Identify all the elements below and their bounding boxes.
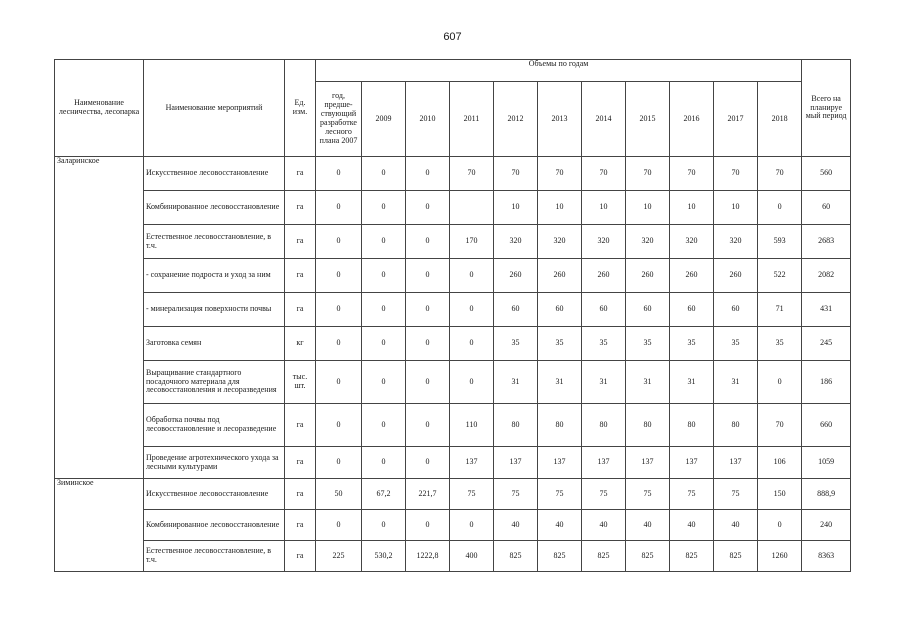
value-cell: 60 xyxy=(494,293,538,327)
value-cell: 75 xyxy=(494,479,538,510)
value-cell: 1222,8 xyxy=(406,541,450,572)
header-year: 2010 xyxy=(406,82,450,157)
value-cell: 825 xyxy=(494,541,538,572)
header-year: 2014 xyxy=(582,82,626,157)
header-year: 2017 xyxy=(714,82,758,157)
total-value-cell: 1059 xyxy=(802,447,851,479)
value-cell: 0 xyxy=(316,225,362,259)
forestry-name-cell: Зиминское xyxy=(55,479,144,572)
value-cell: 150 xyxy=(758,479,802,510)
value-cell: 137 xyxy=(670,447,714,479)
value-cell: 0 xyxy=(406,404,450,447)
total-value-cell: 888,9 xyxy=(802,479,851,510)
value-cell: 106 xyxy=(758,447,802,479)
value-cell: 0 xyxy=(406,361,450,404)
value-cell: 0 xyxy=(406,157,450,191)
activity-cell: Комбинированное лесовосстановление xyxy=(144,510,285,541)
value-cell: 70 xyxy=(714,157,758,191)
value-cell: 137 xyxy=(626,447,670,479)
total-value-cell: 560 xyxy=(802,157,851,191)
value-cell: 70 xyxy=(670,157,714,191)
value-cell: 0 xyxy=(362,191,406,225)
table-row xyxy=(55,293,851,327)
header-unit: Ед. изм. xyxy=(285,60,316,157)
activity-cell: Искусственное лесовосстановление xyxy=(144,479,285,510)
value-cell: 825 xyxy=(714,541,758,572)
value-cell: 0 xyxy=(406,510,450,541)
total-value-cell: 2683 xyxy=(802,225,851,259)
total-value-cell: 2082 xyxy=(802,259,851,293)
total-value-cell: 240 xyxy=(802,510,851,541)
value-cell: 0 xyxy=(362,327,406,361)
activity-cell: Обработка почвы под лесовосстановление и лесоразведение xyxy=(144,404,285,447)
value-cell: 0 xyxy=(406,225,450,259)
header-year: 2015 xyxy=(626,82,670,157)
table-body xyxy=(55,157,851,572)
value-cell: 0 xyxy=(362,293,406,327)
unit-cell: га xyxy=(285,510,316,541)
table-row xyxy=(55,479,851,510)
activity-cell: Проведение агротехнического ухода за лесными культурами xyxy=(144,447,285,479)
value-cell: 60 xyxy=(582,293,626,327)
forest-restoration-table xyxy=(54,59,851,572)
value-cell: 31 xyxy=(538,361,582,404)
total-value-cell: 245 xyxy=(802,327,851,361)
value-cell: 35 xyxy=(538,327,582,361)
header-year: 2012 xyxy=(494,82,538,157)
value-cell: 67,2 xyxy=(362,479,406,510)
table-row xyxy=(55,259,851,293)
value-cell: 0 xyxy=(758,361,802,404)
value-cell: 825 xyxy=(582,541,626,572)
value-cell: 40 xyxy=(494,510,538,541)
value-cell: 60 xyxy=(714,293,758,327)
unit-cell: га xyxy=(285,225,316,259)
value-cell: 75 xyxy=(450,479,494,510)
activity-cell: Естественное лесовосстановление, в т.ч. xyxy=(144,225,285,259)
value-cell: 0 xyxy=(406,327,450,361)
table-row xyxy=(55,510,851,541)
value-cell: 80 xyxy=(714,404,758,447)
header-year: 2011 xyxy=(450,82,494,157)
total-value-cell: 660 xyxy=(802,404,851,447)
unit-cell: га xyxy=(285,259,316,293)
value-cell: 40 xyxy=(714,510,758,541)
forestry-name-cell: Заларинское xyxy=(55,157,144,479)
value-cell: 70 xyxy=(582,157,626,191)
value-cell: 40 xyxy=(582,510,626,541)
value-cell: 71 xyxy=(758,293,802,327)
value-cell: 35 xyxy=(714,327,758,361)
value-cell: 137 xyxy=(494,447,538,479)
activity-cell: Естественное лесовосстановление, в т.ч. xyxy=(144,541,285,572)
value-cell: 522 xyxy=(758,259,802,293)
activity-cell: Заготовка семян xyxy=(144,327,285,361)
value-cell: 1260 xyxy=(758,541,802,572)
value-cell: 0 xyxy=(362,404,406,447)
value-cell: 0 xyxy=(406,447,450,479)
value-cell: 70 xyxy=(758,404,802,447)
value-cell: 31 xyxy=(626,361,670,404)
value-cell: 0 xyxy=(362,361,406,404)
value-cell: 80 xyxy=(670,404,714,447)
value-cell: 31 xyxy=(670,361,714,404)
value-cell: 80 xyxy=(582,404,626,447)
value-cell: 0 xyxy=(362,510,406,541)
unit-cell: га xyxy=(285,479,316,510)
value-cell: 825 xyxy=(626,541,670,572)
value-cell: 0 xyxy=(316,447,362,479)
value-cell: 0 xyxy=(406,191,450,225)
unit-cell: кг xyxy=(285,327,316,361)
value-cell: 0 xyxy=(450,259,494,293)
activity-cell: - сохранение подроста и уход за ним xyxy=(144,259,285,293)
value-cell: 137 xyxy=(538,447,582,479)
table-row xyxy=(55,225,851,259)
value-cell: 530,2 xyxy=(362,541,406,572)
value-cell: 75 xyxy=(714,479,758,510)
value-cell: 80 xyxy=(538,404,582,447)
value-cell: 70 xyxy=(538,157,582,191)
value-cell: 40 xyxy=(538,510,582,541)
value-cell: 825 xyxy=(538,541,582,572)
value-cell: 0 xyxy=(406,259,450,293)
value-cell: 110 xyxy=(450,404,494,447)
total-value-cell: 186 xyxy=(802,361,851,404)
unit-cell: га xyxy=(285,157,316,191)
value-cell: 400 xyxy=(450,541,494,572)
value-cell: 320 xyxy=(494,225,538,259)
value-cell: 75 xyxy=(582,479,626,510)
value-cell: 70 xyxy=(626,157,670,191)
value-cell: 221,7 xyxy=(406,479,450,510)
value-cell: 260 xyxy=(626,259,670,293)
value-cell: 260 xyxy=(714,259,758,293)
value-cell: 0 xyxy=(316,157,362,191)
total-value-cell: 8363 xyxy=(802,541,851,572)
value-cell: 260 xyxy=(582,259,626,293)
value-cell: 60 xyxy=(538,293,582,327)
activity-cell: Комбинированное лесовосстановление xyxy=(144,191,285,225)
table-row xyxy=(55,541,851,572)
value-cell: 0 xyxy=(316,361,362,404)
header-prev-year: год, предше-ствующий разработке лесного плана 2007 xyxy=(316,82,362,157)
table-row xyxy=(55,447,851,479)
value-cell: 35 xyxy=(758,327,802,361)
table-row xyxy=(55,327,851,361)
value-cell: 75 xyxy=(670,479,714,510)
table-row xyxy=(55,404,851,447)
value-cell: 10 xyxy=(670,191,714,225)
value-cell: 31 xyxy=(494,361,538,404)
header-year: 2009 xyxy=(362,82,406,157)
value-cell: 260 xyxy=(494,259,538,293)
value-cell: 260 xyxy=(670,259,714,293)
total-value-cell: 60 xyxy=(802,191,851,225)
value-cell: 0 xyxy=(362,259,406,293)
value-cell: 70 xyxy=(494,157,538,191)
value-cell: 35 xyxy=(670,327,714,361)
page-number: 607 xyxy=(443,31,462,43)
value-cell: 80 xyxy=(626,404,670,447)
value-cell: 35 xyxy=(582,327,626,361)
value-cell: 170 xyxy=(450,225,494,259)
value-cell: 0 xyxy=(316,293,362,327)
value-cell: 70 xyxy=(758,157,802,191)
header-year: 2016 xyxy=(670,82,714,157)
value-cell: 31 xyxy=(714,361,758,404)
value-cell: 75 xyxy=(626,479,670,510)
value-cell: 60 xyxy=(670,293,714,327)
value-cell: 0 xyxy=(758,191,802,225)
value-cell: 0 xyxy=(406,293,450,327)
unit-cell: тыс. шт. xyxy=(285,361,316,404)
value-cell: 0 xyxy=(362,157,406,191)
value-cell: 10 xyxy=(538,191,582,225)
value-cell: 40 xyxy=(670,510,714,541)
value-cell: 0 xyxy=(362,447,406,479)
header-volumes-by-year: Объемы по годам xyxy=(316,60,802,82)
header-year: 2018 xyxy=(758,82,802,157)
table-row xyxy=(55,361,851,404)
unit-cell: га xyxy=(285,541,316,572)
unit-cell: га xyxy=(285,293,316,327)
value-cell: 0 xyxy=(450,327,494,361)
value-cell: 10 xyxy=(494,191,538,225)
header-forestry: Наименование лесничества, лесопарка xyxy=(55,60,144,157)
value-cell: 320 xyxy=(670,225,714,259)
value-cell: 0 xyxy=(450,510,494,541)
value-cell: 35 xyxy=(626,327,670,361)
value-cell: 825 xyxy=(670,541,714,572)
header-year: 2013 xyxy=(538,82,582,157)
value-cell: 10 xyxy=(714,191,758,225)
value-cell: 593 xyxy=(758,225,802,259)
unit-cell: га xyxy=(285,404,316,447)
value-cell xyxy=(450,191,494,225)
value-cell: 0 xyxy=(316,404,362,447)
value-cell: 0 xyxy=(316,191,362,225)
unit-cell: га xyxy=(285,191,316,225)
value-cell: 320 xyxy=(626,225,670,259)
value-cell: 260 xyxy=(538,259,582,293)
value-cell: 40 xyxy=(626,510,670,541)
value-cell: 137 xyxy=(714,447,758,479)
total-value-cell: 431 xyxy=(802,293,851,327)
value-cell: 50 xyxy=(316,479,362,510)
header-total: Всего на планируе мый период xyxy=(802,60,851,157)
value-cell: 0 xyxy=(450,361,494,404)
value-cell: 320 xyxy=(538,225,582,259)
value-cell: 10 xyxy=(582,191,626,225)
table-row xyxy=(55,157,851,191)
value-cell: 0 xyxy=(316,510,362,541)
value-cell: 0 xyxy=(316,259,362,293)
value-cell: 31 xyxy=(582,361,626,404)
header-activity: Наименование мероприятий xyxy=(144,60,285,157)
activity-cell: - минерализация поверхности почвы xyxy=(144,293,285,327)
value-cell: 320 xyxy=(582,225,626,259)
value-cell: 0 xyxy=(316,327,362,361)
value-cell: 320 xyxy=(714,225,758,259)
activity-cell: Выращивание стандартного посадочного материала для лесовосстановления и лесоразведения xyxy=(144,361,285,404)
value-cell: 137 xyxy=(582,447,626,479)
value-cell: 0 xyxy=(362,225,406,259)
value-cell: 80 xyxy=(494,404,538,447)
value-cell: 0 xyxy=(758,510,802,541)
unit-cell: га xyxy=(285,447,316,479)
value-cell: 75 xyxy=(538,479,582,510)
table-row xyxy=(55,191,851,225)
value-cell: 35 xyxy=(494,327,538,361)
value-cell: 60 xyxy=(626,293,670,327)
activity-cell: Искусственное лесовосстановление xyxy=(144,157,285,191)
value-cell: 70 xyxy=(450,157,494,191)
value-cell: 10 xyxy=(626,191,670,225)
value-cell: 0 xyxy=(450,293,494,327)
value-cell: 225 xyxy=(316,541,362,572)
value-cell: 137 xyxy=(450,447,494,479)
